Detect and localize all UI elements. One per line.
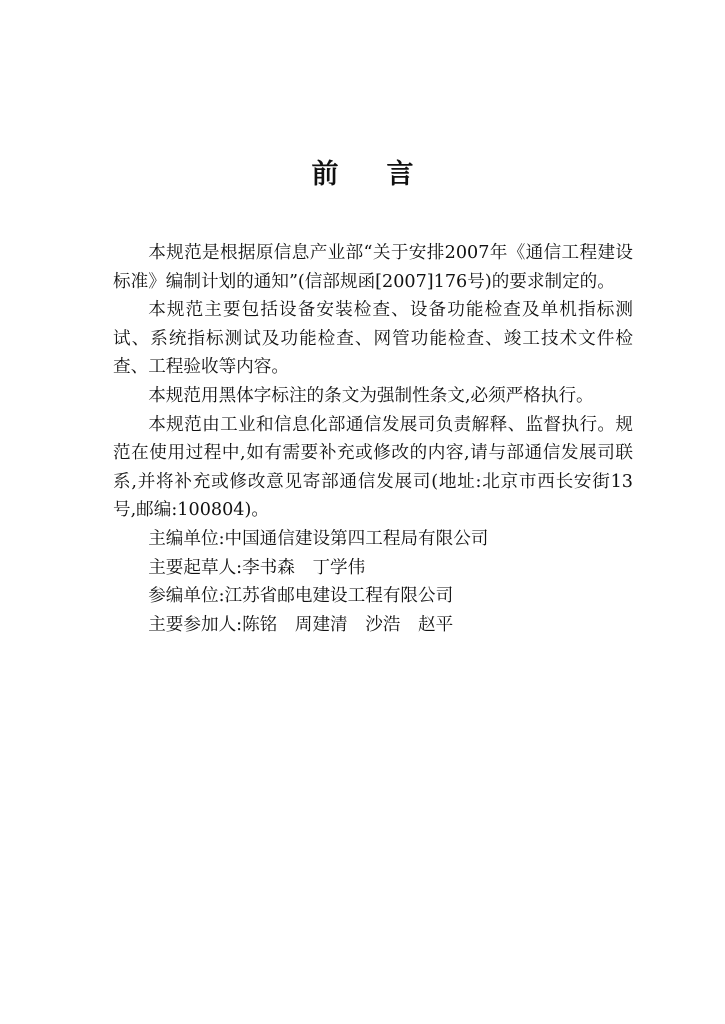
paragraph-interpretation: 本规范由工业和信息化部通信发展司负责解释、监督执行。规范在使用过程中,如有需要补充或修改的内容,请与部通信发展司联系,并将补充或修改意见寄部通信发展司(地址:北京市西长安街13号,邮编:100804)。 — [113, 414, 633, 521]
credit-main-drafters: 主要起草人:李书森 丁学伟 — [148, 557, 366, 578]
paragraph-contents: 本规范主要包括设备安装检查、设备功能检查及单机指标测试、系统指标测试及功能检查、网管功能检查、竣工技术文件检查、工程验收等内容。 — [113, 300, 633, 378]
credit-participating-unit: 参编单位:江苏省邮电建设工程有限公司 — [148, 586, 454, 607]
credit-main-participants: 主要参加人:陈铭 周建清 沙浩 赵平 — [148, 614, 454, 635]
paragraph-basis: 本规范是根据原信息产业部“关于安排2007年《通信工程建设标准》编制计划的通知”(信部规函[2007]176号)的要求制定的。 — [113, 243, 633, 292]
paragraph-mandatory: 本规范用黑体字标注的条文为强制性条文,必须严格执行。 — [148, 385, 594, 406]
credit-chief-editor-unit: 主编单位:中国通信建设第四工程局有限公司 — [148, 528, 489, 549]
preface-body — [113, 239, 633, 639]
page-title: 前言 — [311, 159, 462, 190]
